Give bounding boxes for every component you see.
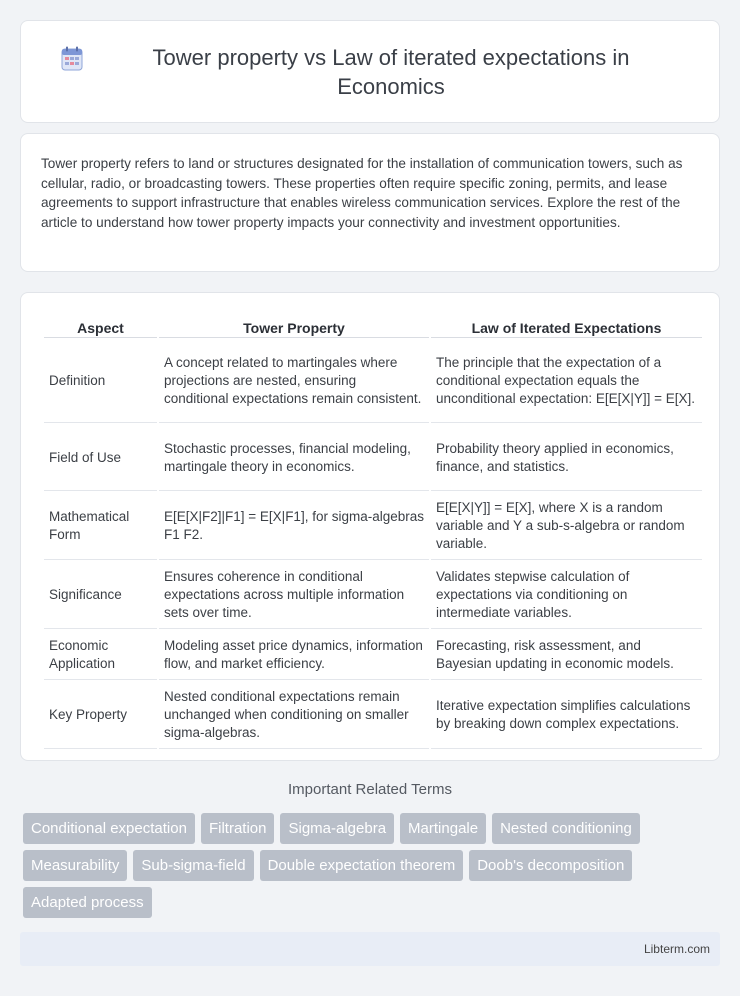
header-law-iterated-expectations: Law of Iterated Expectations <box>431 316 702 338</box>
tag-adapted-process[interactable]: Adapted process <box>23 887 152 918</box>
comparison-table <box>42 314 704 751</box>
comparison-card <box>20 292 720 761</box>
row-law-cell: E[E[X|Y]] = E[X], where X is a random variable and Y a sub-s-algebra or random variable. <box>431 493 702 560</box>
row-law-cell: Iterative expectation simplifies calculations by breaking down complex expectations. <box>431 682 702 749</box>
related-terms-list <box>23 813 723 924</box>
footer-site-link[interactable]: Libterm.com <box>643 942 710 956</box>
table-row <box>44 340 702 423</box>
row-law-cell: The principle that the expectation of a conditional expectation equals the unconditional expectation: E[E[X|Y]] = E[X]. <box>431 340 702 423</box>
header-tower-property: Tower Property <box>159 316 429 338</box>
tag-sigma-algebra[interactable]: Sigma-algebra <box>280 813 394 844</box>
row-tower-cell: A concept related to martingales where projections are nested, ensuring conditional expectations remain consistent. <box>159 340 429 423</box>
tag-double-expectation-theorem[interactable]: Double expectation theorem <box>260 850 464 881</box>
row-law-cell: Probability theory applied in economics, finance, and statistics. <box>431 425 702 491</box>
table-row <box>44 425 702 491</box>
tag-conditional-expectation[interactable]: Conditional expectation <box>23 813 195 844</box>
intro-card <box>20 133 720 272</box>
row-tower-cell: Ensures coherence in conditional expectations across multiple information sets over time. <box>159 562 429 629</box>
table-row <box>44 493 702 560</box>
header-aspect: Aspect <box>44 316 157 338</box>
row-tower-cell: Modeling asset price dynamics, information flow, and market efficiency. <box>159 631 429 680</box>
row-aspect: Key Property <box>44 682 157 749</box>
tag-filtration[interactable]: Filtration <box>201 813 275 844</box>
row-aspect: Definition <box>44 340 157 423</box>
row-aspect: Mathematical Form <box>44 493 157 560</box>
row-tower-cell: E[E[X|F2]|F1] = E[X|F1], for sigma-algebras F1 F2. <box>159 493 429 560</box>
header-card <box>20 20 720 123</box>
tag-martingale[interactable]: Martingale <box>400 813 486 844</box>
tag-sub-sigma-field[interactable]: Sub-sigma-field <box>133 850 253 881</box>
footer <box>20 932 720 966</box>
calendar-icon <box>61 46 83 72</box>
row-law-cell: Forecasting, risk assessment, and Bayesian updating in economic models. <box>431 631 702 680</box>
table-row <box>44 682 702 749</box>
table-row <box>44 562 702 629</box>
row-aspect: Economic Application <box>44 631 157 680</box>
tag-nested-conditioning[interactable]: Nested conditioning <box>492 813 640 844</box>
table-row <box>44 631 702 680</box>
row-tower-cell: Nested conditional expectations remain unchanged when conditioning on smaller sigma-algebras. <box>159 682 429 749</box>
intro-paragraph: Tower property refers to land or structures designated for the installation of communication towers, such as cellular, radio, or broadcasting towers. These properties often require specific zoning, permits, and lease agreements to support infrastructure that enables wireless communication services. Explore the rest of the article to understand how tower property impacts your connectivity and investment opportunities. <box>41 156 683 230</box>
tag-measurability[interactable]: Measurability <box>23 850 127 881</box>
table-header-row <box>44 316 702 338</box>
row-law-cell: Validates stepwise calculation of expectations via conditioning on intermediate variables. <box>431 562 702 629</box>
row-aspect: Field of Use <box>44 425 157 491</box>
page-title: Tower property vs Law of iterated expectations in Economics <box>152 44 630 99</box>
related-terms-title: Important Related Terms <box>288 781 452 798</box>
row-aspect: Significance <box>44 562 157 629</box>
tag-doobs-decomposition[interactable]: Doob's decomposition <box>469 850 632 881</box>
row-tower-cell: Stochastic processes, financial modeling, martingale theory in economics. <box>159 425 429 491</box>
